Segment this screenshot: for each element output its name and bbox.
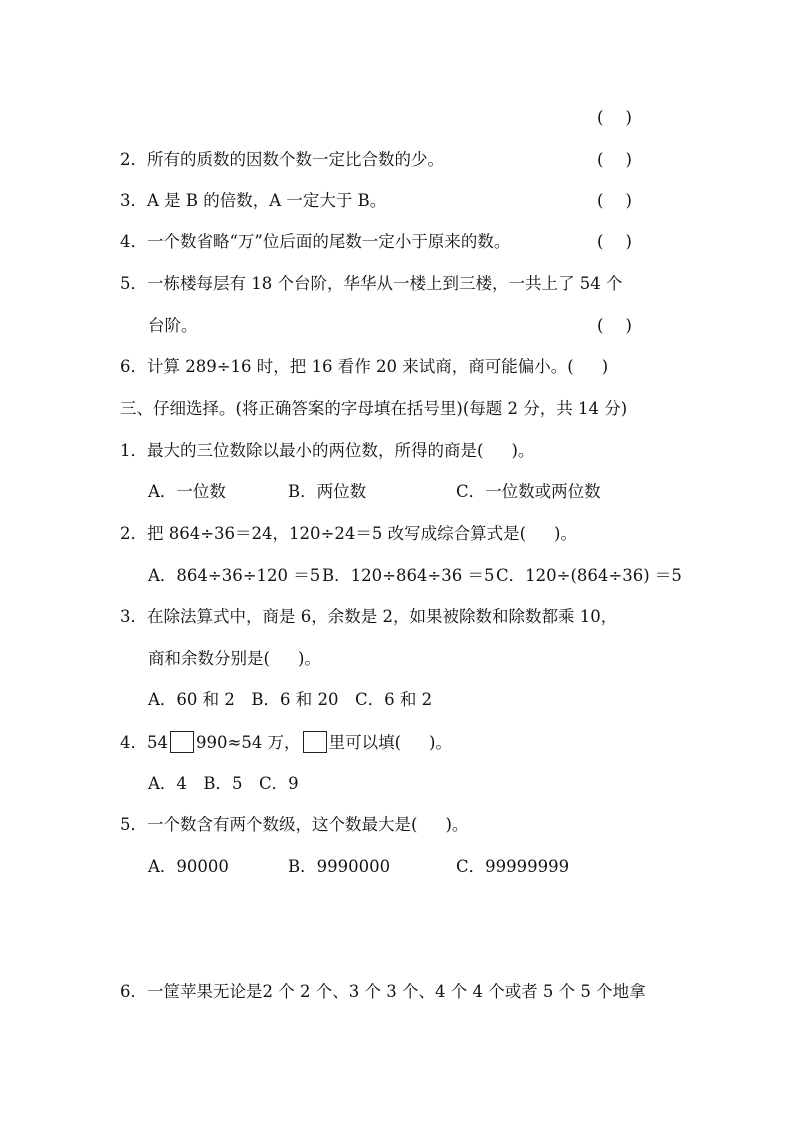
choice-q5-option-c: C．99999999: [456, 857, 570, 876]
judge-item-6: 6．计算 289÷16 时，把 16 看作 20 来试商，商可能偏小。( ): [120, 357, 609, 376]
choice-q3-options: A．60 和 2 B．6 和 20 C．6 和 2: [148, 690, 433, 709]
choice-q5-option-b: B．9990000: [288, 857, 391, 876]
choice-q4-options: A．4 B．5 C．9: [148, 774, 299, 793]
answer-paren-5: ( ): [597, 316, 632, 335]
answer-paren-2: ( ): [597, 150, 632, 169]
answer-paren-4: ( ): [597, 232, 632, 251]
choice-q5-stem: 5．一个数含有两个数级，这个数最大是( )。: [120, 815, 469, 834]
judge-item-5-cont: 台阶。: [148, 316, 198, 335]
judge-item-2: 2．所有的质数的因数个数一定比合数的少。: [120, 150, 444, 169]
choice-q3-stem-cont: 商和余数分别是( )。: [148, 649, 321, 668]
blank-box: [170, 731, 194, 753]
choice-q1-option-c: C．一位数或两位数: [456, 482, 601, 501]
choice-q4-stem: 4．54 990≈54 万， 里可以填( )。: [120, 733, 452, 752]
choice-q2-stem: 2．把 864÷36＝24，120÷24＝5 改写成综合算式是( )。: [120, 524, 577, 543]
choice-q2-option-b: B．120÷864÷36 ＝5: [322, 566, 495, 585]
judge-item-5: 5．一栋楼每层有 18 个台阶，华华从一楼上到三楼，一共上了 54 个: [120, 274, 623, 293]
choice-q1-option-a: A．一位数: [148, 482, 226, 501]
judge-item-4: 4．一个数省略“万”位后面的尾数一定小于原来的数。: [120, 232, 511, 251]
choice-q6-stem: 6．一筐苹果无论是2 个 2 个、3 个 3 个、4 个 4 个或者 5 个 5 个地拿: [120, 982, 646, 1001]
blank-box: [303, 731, 327, 753]
answer-paren-3: ( ): [597, 191, 632, 210]
choice-q2-option-a: A．864÷36÷120 ＝5: [148, 566, 321, 585]
choice-q5-option-a: A．90000: [148, 857, 229, 876]
choice-q3-stem: 3．在除法算式中，商是 6，余数是 2，如果被除数和除数都乘 10，: [120, 607, 618, 626]
judge-item-3: 3．A 是 B 的倍数，A 一定大于 B。: [120, 191, 387, 210]
choice-q1-stem: 1．最大的三位数除以最小的两位数，所得的商是( )。: [120, 441, 535, 460]
answer-paren-1: ( ): [597, 108, 632, 127]
section3-title: 三、仔细选择。(将正确答案的字母填在括号里)(每题 2 分，共 14 分): [120, 399, 628, 418]
choice-q2-option-c: C．120÷(864÷36) ＝5: [496, 566, 682, 585]
choice-q1-option-b: B．两位数: [288, 482, 367, 501]
